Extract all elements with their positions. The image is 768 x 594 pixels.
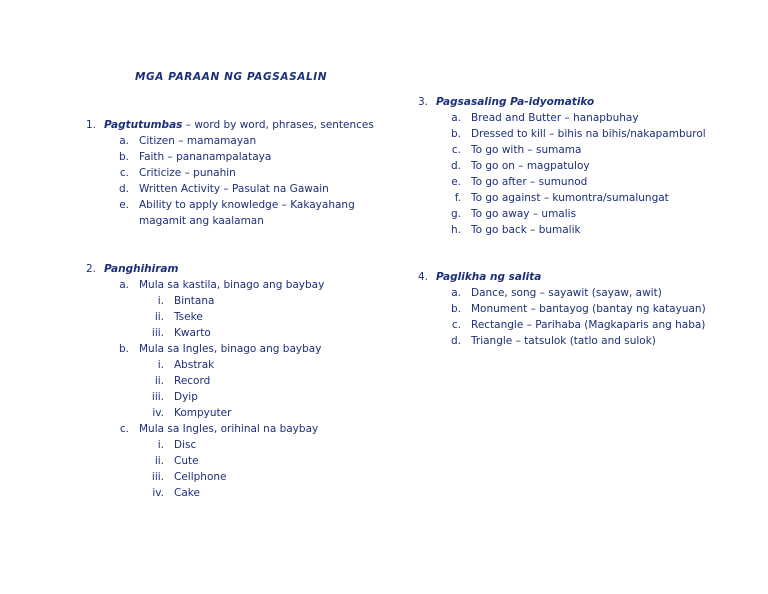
sub-text: Cellphone (174, 471, 227, 483)
sub-marker: ii. (154, 311, 164, 323)
list-item (119, 133, 374, 149)
item-list (86, 133, 374, 229)
item-text: Ability to apply knowledge – Kakayahang (139, 199, 355, 211)
list-item (450, 333, 706, 349)
item-marker: b. (450, 303, 461, 315)
item-text: Dressed to kill – bihis na bihis/nakapamburol (471, 128, 706, 140)
list-item (119, 421, 324, 437)
sub-item (152, 405, 324, 421)
sub-text: Cute (174, 455, 199, 467)
section-number: 4. (418, 271, 429, 283)
item-marker: d. (118, 183, 129, 195)
sub-text: Kwarto (174, 327, 211, 339)
item-text: Mula sa Ingles, orihinal na baybay (139, 423, 319, 435)
item-text: To go with – sumama (471, 144, 582, 156)
sub-text: Record (174, 375, 211, 387)
sub-item (157, 437, 324, 453)
item-text: magamit ang kaalaman (139, 215, 264, 227)
item-marker: b. (450, 128, 461, 140)
item-list (418, 285, 706, 349)
item-text: To go on – magpatuloy (471, 160, 590, 172)
list-item (451, 285, 706, 301)
sub-marker: iv. (152, 407, 164, 419)
section-pagtutumbas (86, 117, 374, 229)
item-marker: a. (119, 279, 129, 291)
item-text: Bread and Butter – hanapbuhay (471, 112, 639, 124)
list-item (450, 301, 706, 317)
sub-text: Disc (174, 439, 197, 451)
item-marker: g. (450, 208, 461, 220)
sub-text: Tseke (174, 311, 203, 323)
item-text: Written Activity – Pasulat na Gawain (139, 183, 329, 195)
sub-item (154, 373, 324, 389)
list-item (451, 222, 706, 238)
section-title: Panghihiram (104, 263, 179, 275)
item-text: Faith – pananampalataya (139, 151, 272, 163)
item-text: Citizen – mamamayan (139, 135, 257, 147)
item-marker: b. (118, 151, 129, 163)
list-item (119, 165, 374, 181)
section-heading (418, 94, 706, 110)
item-marker: a. (451, 287, 461, 299)
page-title: MGA PARAAN NG PAGSASALIN (135, 71, 328, 83)
sub-item (157, 357, 324, 373)
item-text: Mula sa kastila, binago ang baybay (139, 279, 325, 291)
sub-marker: ii. (154, 375, 164, 387)
list-item (450, 158, 706, 174)
item-marker: a. (119, 135, 129, 147)
section-number: 3. (418, 96, 429, 108)
sub-item (154, 309, 324, 325)
item-marker: c. (451, 319, 461, 331)
item-marker: c. (451, 144, 461, 156)
section-heading (86, 261, 324, 277)
item-text: To go against – kumontra/sumalungat (471, 192, 669, 204)
item-marker: c. (119, 167, 129, 179)
item-marker: h. (451, 224, 461, 236)
item-text: Rectangle – Parihaba (Magkaparis ang haba) (471, 319, 706, 331)
section-title: Pagtutumbas (104, 119, 183, 131)
item-marker: d. (450, 335, 461, 347)
item-text: To go after – sumunod (471, 176, 588, 188)
list-item (451, 110, 706, 126)
sub-marker: iii. (151, 391, 164, 403)
sub-text: Cake (174, 487, 200, 499)
item-marker: b. (118, 343, 129, 355)
sub-item (151, 325, 324, 341)
item-marker: e. (451, 176, 461, 188)
sub-item (151, 389, 324, 405)
item-text: Triangle – tatsulok (tatlo and sulok) (471, 335, 656, 347)
item-text: Mula sa Ingles, binago ang baybay (139, 343, 322, 355)
sub-text: Bintana (174, 295, 215, 307)
section-panghihiram (86, 261, 324, 501)
sub-text: Abstrak (174, 359, 215, 371)
list-item (451, 174, 706, 190)
item-marker: d. (450, 160, 461, 172)
list-item (451, 317, 706, 333)
item-text: To go away – umalis (471, 208, 577, 220)
list-item (119, 197, 374, 213)
sub-item (157, 293, 324, 309)
section-paglikha-ng-salita (418, 269, 706, 349)
list-item (454, 190, 706, 206)
sub-marker: i. (157, 295, 164, 307)
section-description: – word by word, phrases, sentences (182, 119, 374, 131)
section-heading (418, 269, 706, 285)
sub-marker: ii. (154, 455, 164, 467)
list-item (450, 206, 706, 222)
list-item (118, 149, 374, 165)
section-title: Pagsasaling Pa-idyomatiko (436, 96, 595, 108)
item-text: To go back – bumalik (471, 224, 581, 236)
sub-marker: i. (157, 359, 164, 371)
item-marker: c. (119, 423, 129, 435)
sub-marker: i. (157, 439, 164, 451)
sub-item (154, 453, 324, 469)
item-marker: a. (451, 112, 461, 124)
list-item (450, 126, 706, 142)
list-item (119, 277, 325, 293)
sub-marker: iv. (152, 487, 164, 499)
list-item (451, 142, 706, 158)
item-list (86, 277, 324, 501)
item-list (418, 110, 706, 238)
sub-text: Dyip (174, 391, 198, 403)
sub-list (139, 437, 324, 501)
item-text: Monument – bantayog (bantay ng katayuan) (471, 303, 706, 315)
item-marker: e. (119, 199, 129, 211)
item-text: Criticize – punahin (139, 167, 236, 179)
sub-list (139, 357, 324, 421)
list-item (118, 181, 374, 197)
sub-marker: iii. (151, 471, 164, 483)
sub-marker: iii. (151, 327, 164, 339)
item-text: Dance, song – sayawit (sayaw, awit) (471, 287, 662, 299)
item-marker: f. (454, 192, 461, 204)
sub-list (139, 293, 324, 341)
section-number: 2. (86, 263, 97, 275)
section-number: 1. (86, 119, 97, 131)
list-item-continuation (139, 213, 374, 229)
sub-item (152, 485, 324, 501)
section-heading (86, 117, 374, 133)
section-pagsasaling-pa-idyomatiko (418, 94, 706, 238)
sub-item (151, 469, 324, 485)
section-title: Paglikha ng salita (436, 271, 542, 283)
list-item (118, 341, 324, 357)
sub-text: Kompyuter (174, 407, 232, 419)
